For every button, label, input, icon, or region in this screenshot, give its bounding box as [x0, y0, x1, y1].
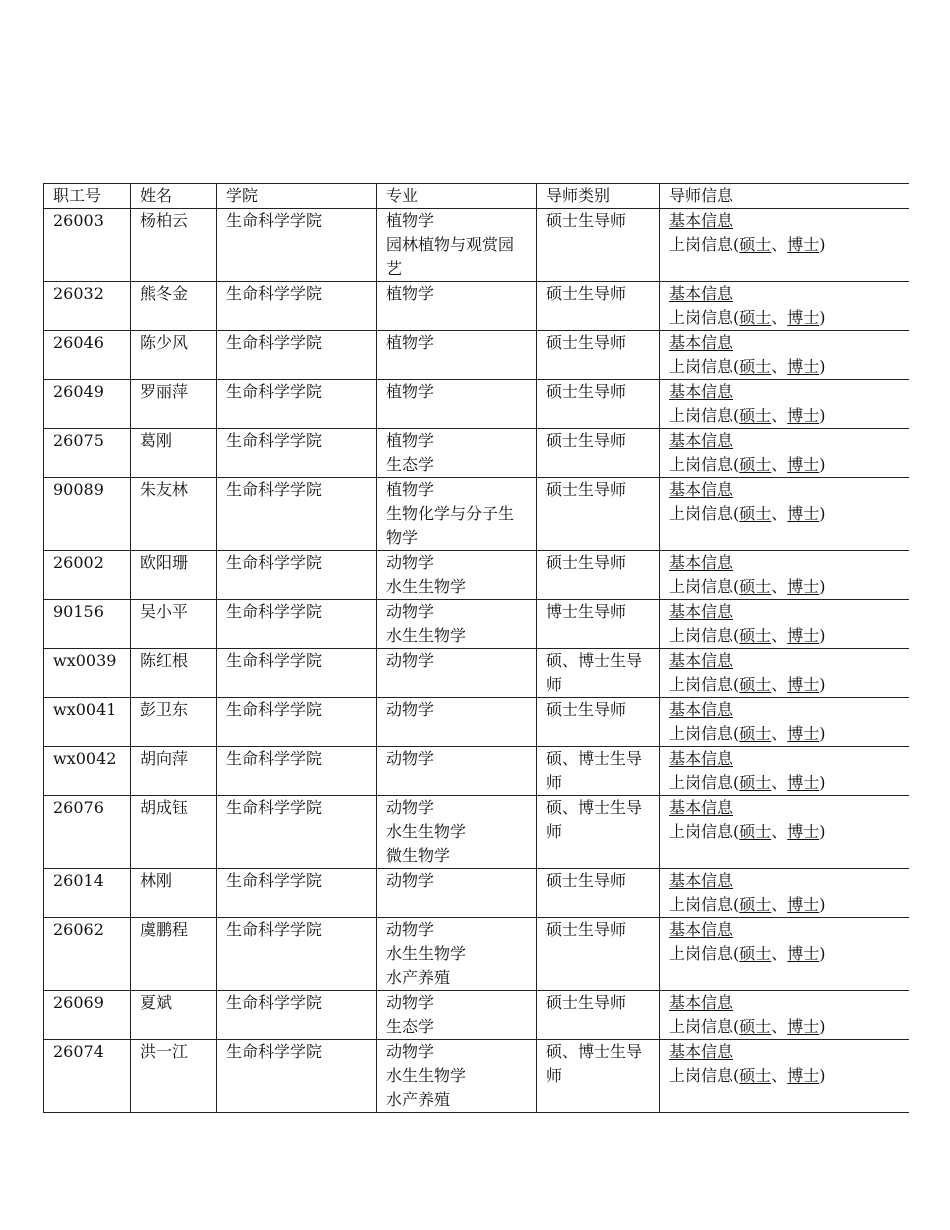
cell-tutor-type: 硕士生导师: [537, 209, 660, 282]
cell-staff-id: 26075: [44, 429, 131, 478]
cell-name: 罗丽萍: [131, 380, 217, 429]
doctor-post-link[interactable]: 博士: [787, 406, 820, 425]
basic-info-link[interactable]: 基本信息: [669, 700, 734, 719]
table-row: [44, 429, 909, 478]
post-info-label: 上岗信息(: [669, 675, 740, 694]
info-line-basic: [669, 918, 901, 942]
info-line-basic: [669, 1040, 901, 1064]
close-paren: ): [819, 773, 826, 792]
info-line-basic: [669, 698, 901, 722]
major-item: 园林植物与观赏园艺: [386, 235, 515, 278]
cell-tutor-type: 硕士生导师: [537, 282, 660, 331]
basic-info-link[interactable]: 基本信息: [669, 480, 734, 499]
cell-tutor-type: 硕、博士生导师: [537, 649, 660, 698]
cell-tutor-type: 硕士生导师: [537, 918, 660, 991]
master-post-link[interactable]: 硕士: [739, 895, 772, 914]
cell-major: [377, 698, 537, 747]
info-line-post: [669, 404, 901, 428]
table-row: [44, 869, 909, 918]
info-line-post: [669, 673, 901, 697]
separator: 、: [771, 235, 788, 254]
doctor-post-link[interactable]: 博士: [787, 455, 820, 474]
master-post-link[interactable]: 硕士: [739, 944, 772, 963]
cell-tutor-info: [660, 331, 909, 380]
post-info-label: 上岗信息(: [669, 822, 740, 841]
cell-tutor-info: [660, 600, 909, 649]
cell-staff-id: 26014: [44, 869, 131, 918]
table-row: [44, 331, 909, 380]
doctor-post-link[interactable]: 博士: [787, 675, 820, 694]
master-post-link[interactable]: 硕士: [739, 724, 772, 743]
table-row: [44, 209, 909, 282]
cell-name: 洪一江: [131, 1040, 217, 1113]
info-line-post: [669, 624, 901, 648]
cell-name: 吴小平: [131, 600, 217, 649]
header-major: 专业: [377, 184, 537, 209]
major-item: 植物学: [386, 431, 435, 450]
table-row: [44, 551, 909, 600]
major-item: 水生生物学: [386, 577, 467, 596]
post-info-label: 上岗信息(: [669, 1017, 740, 1036]
cell-staff-id: 26074: [44, 1040, 131, 1113]
table-row: [44, 918, 909, 991]
table-row: [44, 380, 909, 429]
cell-staff-id: 26062: [44, 918, 131, 991]
cell-college: 生命科学学院: [217, 478, 377, 551]
info-line-basic: [669, 282, 901, 306]
basic-info-link[interactable]: 基本信息: [669, 602, 734, 621]
close-paren: ): [819, 895, 826, 914]
major-item: 动物学: [386, 871, 435, 890]
table-row: [44, 1040, 909, 1113]
major-item: 动物学: [386, 993, 435, 1012]
major-item: 水生生物学: [386, 626, 467, 645]
cell-college: 生命科学学院: [217, 551, 377, 600]
major-item: 动物学: [386, 1042, 435, 1061]
header-id: 职工号: [44, 184, 131, 209]
cell-tutor-type: 博士生导师: [537, 600, 660, 649]
info-line-post: [669, 942, 901, 966]
cell-major: [377, 429, 537, 478]
close-paren: ): [819, 675, 826, 694]
major-item: 植物学: [386, 284, 435, 303]
info-line-basic: [669, 600, 901, 624]
table-row: [44, 747, 909, 796]
cell-college: 生命科学学院: [217, 600, 377, 649]
cell-tutor-info: [660, 1040, 909, 1113]
master-post-link[interactable]: 硕士: [739, 357, 772, 376]
cell-college: 生命科学学院: [217, 796, 377, 869]
doctor-post-link[interactable]: 博士: [787, 895, 820, 914]
major-item: 微生物学: [386, 846, 451, 865]
cell-major: [377, 282, 537, 331]
separator: 、: [771, 944, 788, 963]
major-item: 动物学: [386, 553, 435, 572]
master-post-link[interactable]: 硕士: [739, 1017, 772, 1036]
close-paren: ): [819, 822, 826, 841]
table-row: [44, 796, 909, 869]
doctor-post-link[interactable]: 博士: [787, 1066, 820, 1085]
info-line-post: [669, 893, 901, 917]
cell-staff-id: 26076: [44, 796, 131, 869]
basic-info-link[interactable]: 基本信息: [669, 431, 734, 450]
close-paren: ): [819, 1017, 826, 1036]
major-item: 动物学: [386, 920, 435, 939]
separator: 、: [771, 357, 788, 376]
master-post-link[interactable]: 硕士: [739, 1066, 772, 1085]
cell-staff-id: 26069: [44, 991, 131, 1040]
cell-name: 朱友林: [131, 478, 217, 551]
major-item: 生态学: [386, 1017, 435, 1036]
header-info: 导师信息: [660, 184, 909, 209]
cell-college: 生命科学学院: [217, 1040, 377, 1113]
basic-info-link[interactable]: 基本信息: [669, 211, 734, 230]
cell-tutor-type: 硕士生导师: [537, 478, 660, 551]
cell-tutor-type: 硕、博士生导师: [537, 796, 660, 869]
cell-major: [377, 209, 537, 282]
cell-tutor-type: 硕、博士生导师: [537, 747, 660, 796]
cell-name: 夏斌: [131, 991, 217, 1040]
cell-college: 生命科学学院: [217, 918, 377, 991]
cell-tutor-info: [660, 478, 909, 551]
cell-major: [377, 331, 537, 380]
separator: 、: [771, 626, 788, 645]
cell-staff-id: 26032: [44, 282, 131, 331]
info-line-basic: [669, 209, 901, 233]
info-line-basic: [669, 869, 901, 893]
header-type: 导师类别: [537, 184, 660, 209]
info-line-post: [669, 771, 901, 795]
separator: 、: [771, 1066, 788, 1085]
table-row: [44, 991, 909, 1040]
doctor-post-link[interactable]: 博士: [787, 944, 820, 963]
major-item: 水产养殖: [386, 968, 451, 987]
close-paren: ): [819, 504, 826, 523]
cell-college: 生命科学学院: [217, 747, 377, 796]
cell-name: 陈少风: [131, 331, 217, 380]
separator: 、: [771, 822, 788, 841]
cell-name: 欧阳珊: [131, 551, 217, 600]
cell-name: 胡成钰: [131, 796, 217, 869]
post-info-label: 上岗信息(: [669, 895, 740, 914]
info-line-basic: [669, 991, 901, 1015]
post-info-label: 上岗信息(: [669, 944, 740, 963]
major-item: 生物化学与分子生物学: [386, 504, 515, 547]
basic-info-link[interactable]: 基本信息: [669, 871, 734, 890]
master-post-link[interactable]: 硕士: [739, 504, 772, 523]
master-post-link[interactable]: 硕士: [739, 406, 772, 425]
basic-info-link[interactable]: 基本信息: [669, 333, 734, 352]
close-paren: ): [819, 944, 826, 963]
master-post-link[interactable]: 硕士: [739, 773, 772, 792]
info-line-post: [669, 722, 901, 746]
master-post-link[interactable]: 硕士: [739, 577, 772, 596]
cell-tutor-info: [660, 209, 909, 282]
cell-tutor-info: [660, 918, 909, 991]
doctor-post-link[interactable]: 博士: [787, 822, 820, 841]
cell-staff-id: wx0039: [44, 649, 131, 698]
table-row: [44, 698, 909, 747]
cell-major: [377, 1040, 537, 1113]
basic-info-link[interactable]: 基本信息: [669, 798, 734, 817]
close-paren: ): [819, 406, 826, 425]
table-body: [44, 209, 909, 1113]
basic-info-link[interactable]: 基本信息: [669, 553, 734, 572]
major-item: 植物学: [386, 333, 435, 352]
close-paren: ): [819, 235, 826, 254]
cell-staff-id: 90156: [44, 600, 131, 649]
cell-name: 胡向萍: [131, 747, 217, 796]
major-item: 动物学: [386, 602, 435, 621]
info-line-post: [669, 306, 901, 330]
info-line-post: [669, 355, 901, 379]
info-line-basic: [669, 649, 901, 673]
close-paren: ): [819, 724, 826, 743]
master-post-link[interactable]: 硕士: [739, 455, 772, 474]
cell-major: [377, 649, 537, 698]
tutor-table: [43, 183, 909, 1113]
table-row: [44, 600, 909, 649]
table-row: [44, 282, 909, 331]
cell-tutor-info: [660, 282, 909, 331]
close-paren: ): [819, 626, 826, 645]
major-item: 植物学: [386, 211, 435, 230]
cell-tutor-info: [660, 698, 909, 747]
separator: 、: [771, 895, 788, 914]
table-row: [44, 649, 909, 698]
header-college: 学院: [217, 184, 377, 209]
basic-info-link[interactable]: 基本信息: [669, 1042, 734, 1061]
post-info-label: 上岗信息(: [669, 406, 740, 425]
cell-college: 生命科学学院: [217, 991, 377, 1040]
doctor-post-link[interactable]: 博士: [787, 235, 820, 254]
cell-tutor-type: 硕士生导师: [537, 869, 660, 918]
post-info-label: 上岗信息(: [669, 724, 740, 743]
info-line-basic: [669, 478, 901, 502]
cell-major: [377, 991, 537, 1040]
info-line-basic: [669, 747, 901, 771]
cell-major: [377, 380, 537, 429]
cell-tutor-type: 硕士生导师: [537, 991, 660, 1040]
basic-info-link[interactable]: 基本信息: [669, 749, 734, 768]
master-post-link[interactable]: 硕士: [739, 626, 772, 645]
post-info-label: 上岗信息(: [669, 357, 740, 376]
post-info-label: 上岗信息(: [669, 577, 740, 596]
cell-name: 熊冬金: [131, 282, 217, 331]
separator: 、: [771, 773, 788, 792]
info-line-basic: [669, 331, 901, 355]
separator: 、: [771, 1017, 788, 1036]
cell-tutor-type: 硕士生导师: [537, 331, 660, 380]
info-line-basic: [669, 429, 901, 453]
major-item: 动物学: [386, 651, 435, 670]
major-item: 水生生物学: [386, 822, 467, 841]
cell-college: 生命科学学院: [217, 282, 377, 331]
separator: 、: [771, 406, 788, 425]
separator: 、: [771, 675, 788, 694]
close-paren: ): [819, 357, 826, 376]
cell-major: [377, 551, 537, 600]
major-item: 动物学: [386, 749, 435, 768]
separator: 、: [771, 455, 788, 474]
post-info-label: 上岗信息(: [669, 504, 740, 523]
doctor-post-link[interactable]: 博士: [787, 724, 820, 743]
separator: 、: [771, 504, 788, 523]
info-line-basic: [669, 796, 901, 820]
cell-major: [377, 869, 537, 918]
cell-tutor-info: [660, 429, 909, 478]
post-info-label: 上岗信息(: [669, 626, 740, 645]
doctor-post-link[interactable]: 博士: [787, 577, 820, 596]
cell-college: 生命科学学院: [217, 429, 377, 478]
cell-name: 杨柏云: [131, 209, 217, 282]
post-info-label: 上岗信息(: [669, 235, 740, 254]
basic-info-link[interactable]: 基本信息: [669, 993, 734, 1012]
master-post-link[interactable]: 硕士: [739, 822, 772, 841]
post-info-label: 上岗信息(: [669, 308, 740, 327]
cell-staff-id: 26003: [44, 209, 131, 282]
info-line-basic: [669, 380, 901, 404]
cell-name: 林刚: [131, 869, 217, 918]
cell-tutor-type: 硕士生导师: [537, 380, 660, 429]
cell-major: [377, 918, 537, 991]
separator: 、: [771, 308, 788, 327]
major-item: 植物学: [386, 382, 435, 401]
cell-staff-id: 26002: [44, 551, 131, 600]
doctor-post-link[interactable]: 博士: [787, 308, 820, 327]
cell-tutor-info: [660, 649, 909, 698]
basic-info-link[interactable]: 基本信息: [669, 651, 734, 670]
close-paren: ): [819, 1066, 826, 1085]
doctor-post-link[interactable]: 博士: [787, 1017, 820, 1036]
separator: 、: [771, 577, 788, 596]
close-paren: ): [819, 455, 826, 474]
major-item: 植物学: [386, 480, 435, 499]
cell-major: [377, 600, 537, 649]
cell-college: 生命科学学院: [217, 209, 377, 282]
cell-staff-id: 26049: [44, 380, 131, 429]
header-name: 姓名: [131, 184, 217, 209]
info-line-post: [669, 1015, 901, 1039]
doctor-post-link[interactable]: 博士: [787, 773, 820, 792]
separator: 、: [771, 724, 788, 743]
cell-tutor-info: [660, 747, 909, 796]
cell-college: 生命科学学院: [217, 649, 377, 698]
cell-name: 虞鹏程: [131, 918, 217, 991]
cell-tutor-type: 硕士生导师: [537, 551, 660, 600]
header-row: [44, 184, 909, 209]
close-paren: ): [819, 577, 826, 596]
cell-tutor-info: [660, 796, 909, 869]
master-post-link[interactable]: 硕士: [739, 308, 772, 327]
cell-staff-id: wx0042: [44, 747, 131, 796]
cell-college: 生命科学学院: [217, 380, 377, 429]
cell-tutor-info: [660, 380, 909, 429]
major-item: 生态学: [386, 455, 435, 474]
doctor-post-link[interactable]: 博士: [787, 504, 820, 523]
cell-tutor-type: 硕士生导师: [537, 698, 660, 747]
doctor-post-link[interactable]: 博士: [787, 626, 820, 645]
cell-tutor-info: [660, 551, 909, 600]
cell-tutor-type: 硕、博士生导师: [537, 1040, 660, 1113]
info-line-post: [669, 820, 901, 844]
basic-info-link[interactable]: 基本信息: [669, 920, 734, 939]
cell-college: 生命科学学院: [217, 698, 377, 747]
major-item: 水产养殖: [386, 1090, 451, 1109]
cell-tutor-type: 硕士生导师: [537, 429, 660, 478]
cell-tutor-info: [660, 869, 909, 918]
basic-info-link[interactable]: 基本信息: [669, 382, 734, 401]
cell-staff-id: 90089: [44, 478, 131, 551]
cell-name: 彭卫东: [131, 698, 217, 747]
cell-name: 陈红根: [131, 649, 217, 698]
cell-major: [377, 796, 537, 869]
cell-name: 葛刚: [131, 429, 217, 478]
close-paren: ): [819, 308, 826, 327]
major-item: 动物学: [386, 700, 435, 719]
major-item: 动物学: [386, 798, 435, 817]
master-post-link[interactable]: 硕士: [739, 235, 772, 254]
info-line-post: [669, 233, 901, 257]
info-line-basic: [669, 551, 901, 575]
cell-major: [377, 747, 537, 796]
cell-staff-id: 26046: [44, 331, 131, 380]
info-line-post: [669, 1064, 901, 1088]
info-line-post: [669, 502, 901, 526]
master-post-link[interactable]: 硕士: [739, 675, 772, 694]
table-row: [44, 478, 909, 551]
cell-staff-id: wx0041: [44, 698, 131, 747]
basic-info-link[interactable]: 基本信息: [669, 284, 734, 303]
major-item: 水生生物学: [386, 1066, 467, 1085]
cell-college: 生命科学学院: [217, 869, 377, 918]
cell-tutor-info: [660, 991, 909, 1040]
cell-major: [377, 478, 537, 551]
post-info-label: 上岗信息(: [669, 773, 740, 792]
post-info-label: 上岗信息(: [669, 1066, 740, 1085]
info-line-post: [669, 575, 901, 599]
doctor-post-link[interactable]: 博士: [787, 357, 820, 376]
cell-college: 生命科学学院: [217, 331, 377, 380]
major-item: 水生生物学: [386, 944, 467, 963]
info-line-post: [669, 453, 901, 477]
post-info-label: 上岗信息(: [669, 455, 740, 474]
